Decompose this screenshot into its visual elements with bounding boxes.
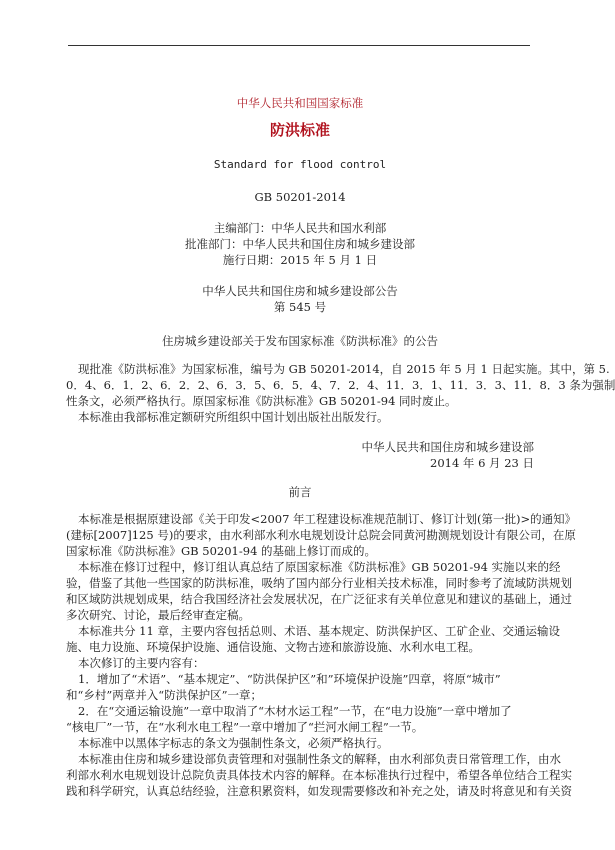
signature: 中华人民共和国住房和城乡建设部 <box>361 440 534 454</box>
text-line: 和“乡村”两章并入“防洪保护区”一章； <box>66 688 263 702</box>
announcement-body <box>66 361 615 425</box>
announcement-title: 住房城乡建设部关于发布国家标准《防洪标准》的公告 <box>162 334 438 348</box>
text-line: 现批准《防洪标准》为国家标准，编号为 GB 50201-2014，自 2015 年 5 月 1 日起实施。其中，第 5. <box>78 362 610 376</box>
approval-dept: 批准部门：中华人民共和国住房和城乡建设部 <box>185 237 415 251</box>
signature-date: 2014 年 6 月 23 日 <box>430 456 534 470</box>
text-line: 施、电力设施、环境保护设施、通信设施、文物古迹和旅游设施、水利水电工程。 <box>66 640 480 654</box>
preface-body <box>66 511 577 799</box>
header-rule <box>68 45 530 46</box>
effective-date: 施行日期：2015 年 5 月 1 日 <box>222 253 378 267</box>
text-line: 和区域防洪规划成果，结合我国经济社会发展状况，在广泛征求有关单位意见和建议的基础上，通过 <box>66 592 572 606</box>
announcement-number: 第 545 号 <box>273 300 327 314</box>
text-line: 本标准中以黑体字标志的条文为强制性条文，必须严格执行。 <box>78 736 389 750</box>
text-line: 国家标准《防洪标准》GB 50201-94 的基础上修订而成的。 <box>66 544 377 558</box>
text-line: 验，借鉴了其他一些国家的防洪标准，吸纳了国内部分行业相关技术标准，同时参考了流域防洪规划 <box>66 576 572 590</box>
standard-code: GB 50201-2014 <box>254 190 346 204</box>
announcement-issuer: 中华人民共和国住房和城乡建设部公告 <box>202 284 398 298</box>
publisher: 中华人民共和国国家标准 <box>236 96 364 110</box>
text-line: 多次研究、讨论，最后经审查定稿。 <box>66 608 250 622</box>
text-line: (建标[2007]125 号)的要求，由水利部水利水电规划设计总院会同黄河勘测规划设计有限公司，在原 <box>66 528 576 542</box>
text-line: 本标准是根据原建设部《关于印发<2007 年工程建设标准规范制订、修订计划(第一批)>的通知》 <box>78 512 577 526</box>
text-line: 0．4、6．1．2、6．2．2、6．3．5、6．5．4、7．2．4、11．3．1、11．3．3、11．8．3 条为强制 <box>66 378 615 392</box>
text-line: 本标准由住房和城乡建设部负责管理和对强制性条文的解释，由水利部负责日常管理工作，由水 <box>78 752 561 766</box>
text-line: 2．在“交通运输设施”一章中取消了“木材水运工程”一节，在“电力设施”一章中增加了 <box>78 704 512 718</box>
text-line: “核电厂”一节，在“水利水电工程”一章中增加了“拦河水闸工程”一节。 <box>66 720 424 734</box>
english-title: Standard for flood control <box>213 158 387 171</box>
document-title: 防洪标准 <box>269 121 330 139</box>
text-line: 利部水利水电规划设计总院负责具体技术内容的解释。在本标准执行过程中，希望各单位结合工程实 <box>66 768 572 782</box>
editor-dept: 主编部门：中华人民共和国水利部 <box>213 221 387 235</box>
text-line: 践和科学研究，认真总结经验，注意积累资料，如发现需要修改和补充之处，请及时将意见和有关资 <box>66 784 572 798</box>
text-line: 1．增加了“术语”、“基本规定”、“防洪保护区”和”环境保护设施”四章，将原“城市” <box>78 672 501 686</box>
text-line: 本标准在修订过程中，修订组认真总结了原国家标准《防洪标准》GB 50201-94 实施以来的经 <box>78 560 561 574</box>
text-line: 本次修订的主要内容有： <box>78 656 205 670</box>
text-line: 本标准由我部标准定额研究所组织中国计划出版社出版发行。 <box>78 410 389 424</box>
preface-title: 前言 <box>288 485 312 499</box>
text-line: 本标准共分 11 章，主要内容包括总则、术语、基本规定、防洪保护区、工矿企业、交通运输设 <box>78 624 560 638</box>
text-line: 性条文，必须严格执行。原国家标准《防洪标准》GB 50201-94 同时废止。 <box>66 394 457 408</box>
